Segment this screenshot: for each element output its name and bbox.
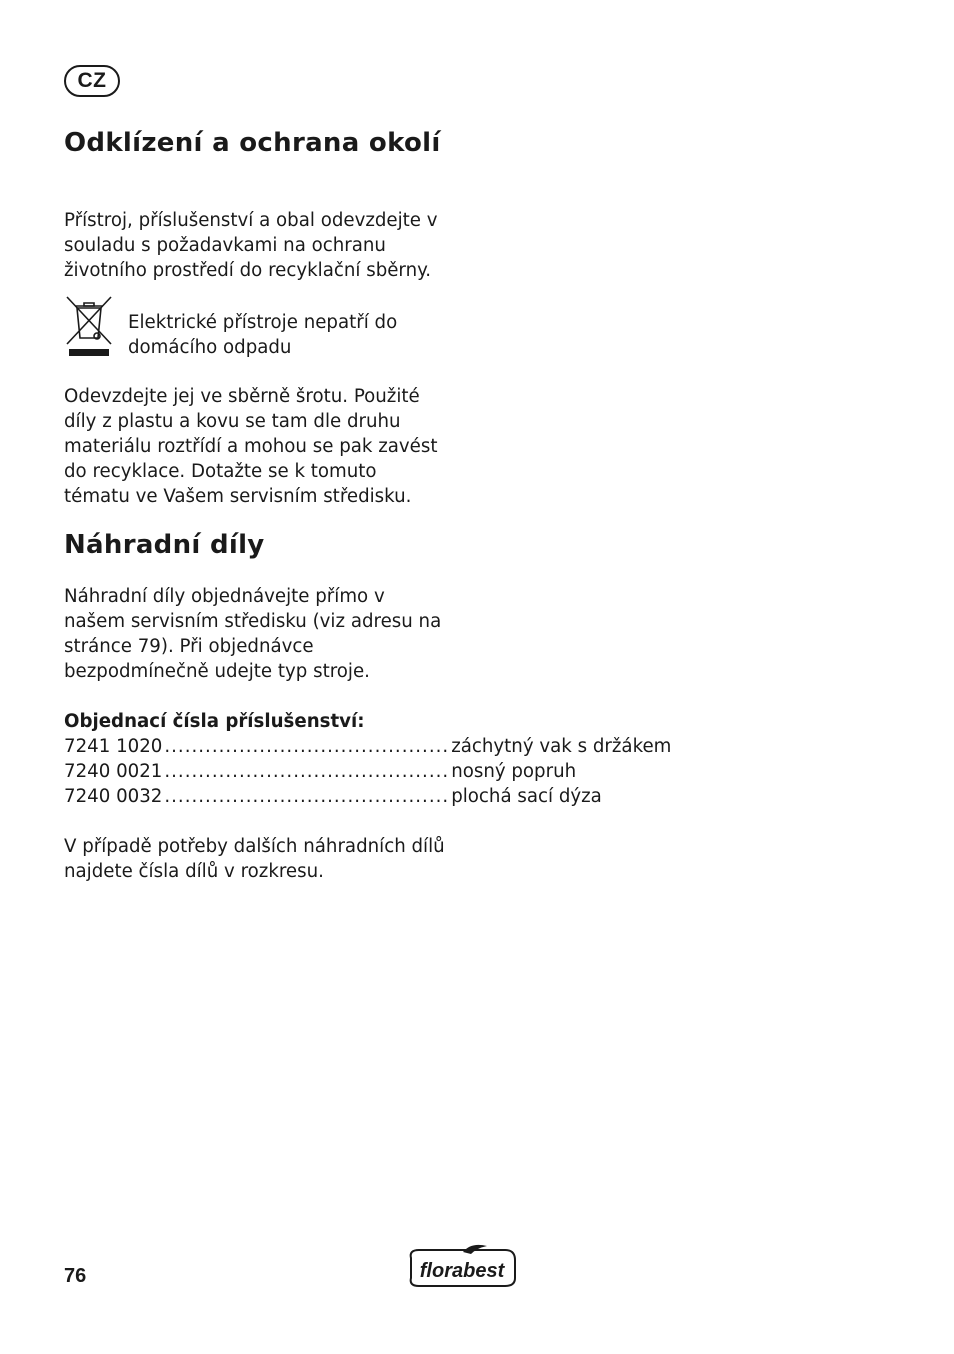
dot-leader: ..........................................: [164, 736, 450, 757]
svg-text:florabest: florabest: [419, 1260, 505, 1282]
accessory-item: [64, 734, 672, 759]
accessory-description: záchytný vak s držákem: [451, 736, 672, 757]
florabest-logo: [405, 1244, 519, 1290]
more-parts-text: V případě potřeby dalších náhradních dílů najdete čísla dílů v rozkresu.: [64, 836, 445, 882]
accessories-title: Objednací čísla příslušenství:: [64, 711, 365, 732]
accessory-description: nosný popruh: [451, 761, 577, 782]
spare-parts-text: Náhradní díly objednávejte přímo v našem servisním středisku (viz adresu na stránce 79). Při objednávce bezpodmínečně udejte typ stroje.: [64, 586, 442, 682]
accessories-list: [64, 734, 672, 809]
language-badge: CZ: [64, 65, 120, 97]
scrap-text: Odevzdejte jej ve sběrně šrotu. Použité díly z plastu a kovu se tam dle druhu materiálu roztřídí a mohou se pak zavést do recyklace. Dotažte se k tomuto tématu ve Vašem servisním středisku.: [64, 386, 438, 507]
accessory-description: plochá sací dýza: [451, 786, 602, 807]
spare-parts-heading: Náhradní díly: [64, 530, 265, 560]
disposal-intro-text: Přístroj, příslušenství a obal odevzdejte v souladu s požadavkami na ochranu životního prostředí do recyklační sběrny.: [64, 210, 438, 281]
weee-note-text: Elektrické přístroje nepatří do domácího odpadu: [128, 312, 398, 358]
dot-leader: ..........................................: [164, 761, 450, 782]
dot-leader: ..........................................: [164, 786, 450, 807]
accessory-item: [64, 784, 602, 809]
crossed-out-wheelie-bin-icon: [64, 294, 114, 358]
accessory-item: [64, 759, 577, 784]
accessory-number: 7240 0021: [64, 761, 163, 782]
weee-notice: [64, 294, 448, 360]
accessory-number: 7241 1020: [64, 736, 163, 757]
accessory-number: 7240 0032: [64, 786, 163, 807]
disposal-heading: Odklízení a ochrana okolí: [64, 128, 441, 158]
page-number: 76: [64, 1265, 87, 1287]
